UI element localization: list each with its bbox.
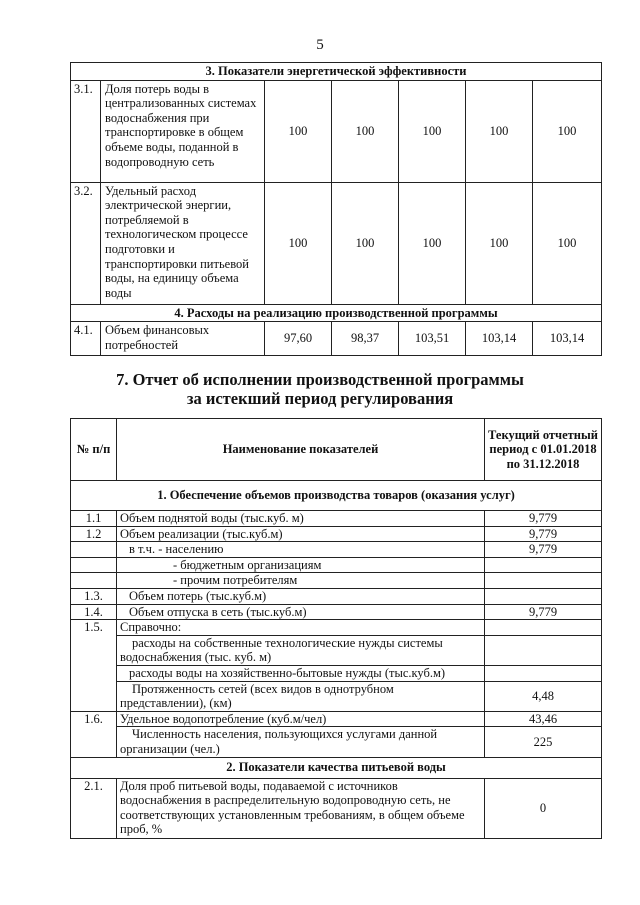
value-cell: 100 xyxy=(533,182,602,304)
row-number: 2.1. xyxy=(71,778,117,838)
row-name: Объем поднятой воды (тыс.куб. м) xyxy=(117,511,485,527)
section-3-title: 3. Показатели энергетической эффективности xyxy=(71,63,602,81)
row-name: - прочим потребителям xyxy=(117,573,485,589)
column-header-number: № п/п xyxy=(71,419,117,481)
row-name: Объем финансовых потребностей xyxy=(101,322,265,356)
row-number: 1.4. xyxy=(71,604,117,620)
row-number: 1.1 xyxy=(71,511,117,527)
row-name xyxy=(117,681,485,711)
value-cell: 100 xyxy=(332,80,399,182)
column-header-period: Текущий отчетный период с 01.01.2018 по 31.12.2018 xyxy=(485,419,602,481)
value-cell: 0 xyxy=(485,778,602,838)
row-number: 4.1. xyxy=(71,322,101,356)
row-name: Удельное водопотребление (куб.м/чел) xyxy=(117,711,485,727)
row-number: 1.3. xyxy=(71,588,117,604)
section-1-row xyxy=(71,481,602,511)
value-cell: 100 xyxy=(466,80,533,182)
section-2-row xyxy=(71,757,602,778)
row-number xyxy=(71,542,117,558)
table-row xyxy=(71,588,602,604)
table-row xyxy=(71,557,602,573)
row-name-text: Протяженность сетей (всех видов в однотрубном представлении), (км) xyxy=(120,681,394,711)
table-row xyxy=(71,526,602,542)
value-cell: 9,779 xyxy=(485,542,602,558)
row-number: 3.1. xyxy=(71,80,101,182)
section-3-row xyxy=(71,63,602,81)
row-number: 1.2 xyxy=(71,526,117,542)
table-row xyxy=(71,573,602,589)
table-row xyxy=(71,727,602,757)
value-cell: 98,37 xyxy=(332,322,399,356)
value-cell: 9,779 xyxy=(485,511,602,527)
table-row xyxy=(71,80,602,182)
value-cell xyxy=(485,635,602,665)
row-name: - бюджетным организациям xyxy=(117,557,485,573)
table-row xyxy=(71,620,602,636)
row-name-text: Численность населения, пользующихся услугами данной организации (чел.) xyxy=(120,727,438,756)
value-cell: 100 xyxy=(399,182,466,304)
table-row xyxy=(71,681,602,711)
value-cell xyxy=(485,557,602,573)
report-table xyxy=(70,418,602,839)
value-cell: 9,779 xyxy=(485,526,602,542)
value-cell xyxy=(485,588,602,604)
value-cell: 97,60 xyxy=(265,322,332,356)
table-row xyxy=(71,635,602,665)
row-name: Справочно: xyxy=(117,620,485,636)
row-name xyxy=(117,727,485,757)
report-title-line-2: за истекший период регулирования xyxy=(186,389,454,408)
section-4-row xyxy=(71,304,602,322)
value-cell: 103,14 xyxy=(533,322,602,356)
value-cell: 100 xyxy=(466,182,533,304)
table-row xyxy=(71,711,602,727)
table-row xyxy=(71,182,602,304)
value-cell xyxy=(485,620,602,636)
row-name: в т.ч. - населению xyxy=(117,542,485,558)
row-number xyxy=(71,557,117,573)
energy-efficiency-table xyxy=(70,62,602,356)
table-row xyxy=(71,665,602,681)
row-name: расходы воды на хозяйственно-бытовые нужды (тыс.куб.м) xyxy=(117,665,485,681)
row-name: Объем реализации (тыс.куб.м) xyxy=(117,526,485,542)
row-name: Удельный расход электрической энергии, потребляемой в технологическом процессе подготовки и транспортировки питьевой воды, на единицу объема воды xyxy=(101,182,265,304)
value-cell: 100 xyxy=(332,182,399,304)
row-name: Объем потерь (тыс.куб.м) xyxy=(117,588,485,604)
value-cell xyxy=(485,573,602,589)
value-cell: 100 xyxy=(533,80,602,182)
row-number xyxy=(71,573,117,589)
section-1-title: 1. Обеспечение объемов производства товаров (оказания услуг) xyxy=(71,481,602,511)
row-name: Объем отпуска в сеть (тыс.куб.м) xyxy=(117,604,485,620)
row-number: 3.2. xyxy=(71,182,101,304)
page-number: 5 xyxy=(316,37,324,53)
table-row xyxy=(71,511,602,527)
value-cell: 100 xyxy=(399,80,466,182)
row-name: Доля проб питьевой воды, подаваемой с источников водоснабжения в распределительную водопроводную сеть, не соответствующих установленным требованиям, в общем объеме проб, % xyxy=(117,778,485,838)
value-cell: 100 xyxy=(265,182,332,304)
value-cell: 100 xyxy=(265,80,332,182)
value-cell: 103,14 xyxy=(466,322,533,356)
row-name xyxy=(117,635,485,665)
table-row xyxy=(71,542,602,558)
section-4-title: 4. Расходы на реализацию производственной программы xyxy=(71,304,602,322)
section-2-title: 2. Показатели качества питьевой воды xyxy=(71,757,602,778)
table-row xyxy=(71,604,602,620)
value-cell: 4,48 xyxy=(485,681,602,711)
value-cell: 43,46 xyxy=(485,711,602,727)
column-header-name: Наименование показателей xyxy=(117,419,485,481)
table-row xyxy=(71,778,602,838)
value-cell: 103,51 xyxy=(399,322,466,356)
row-number: 1.5. xyxy=(71,620,117,712)
value-cell xyxy=(485,665,602,681)
value-cell: 9,779 xyxy=(485,604,602,620)
table-row xyxy=(71,322,602,356)
value-cell: 225 xyxy=(485,727,602,757)
row-name: Доля потерь воды в централизованных системах водоснабжения при транспортировке в общем объеме воды, поданной в водопроводную сеть xyxy=(101,80,265,182)
row-name-text: расходы на собственные технологические нужды системы водоснабжения (тыс. куб. м) xyxy=(120,635,443,665)
row-number: 1.6. xyxy=(71,711,117,757)
header-row xyxy=(71,419,602,481)
report-title-line-1: 7. Отчет об исполнении производственной программы xyxy=(116,370,524,389)
